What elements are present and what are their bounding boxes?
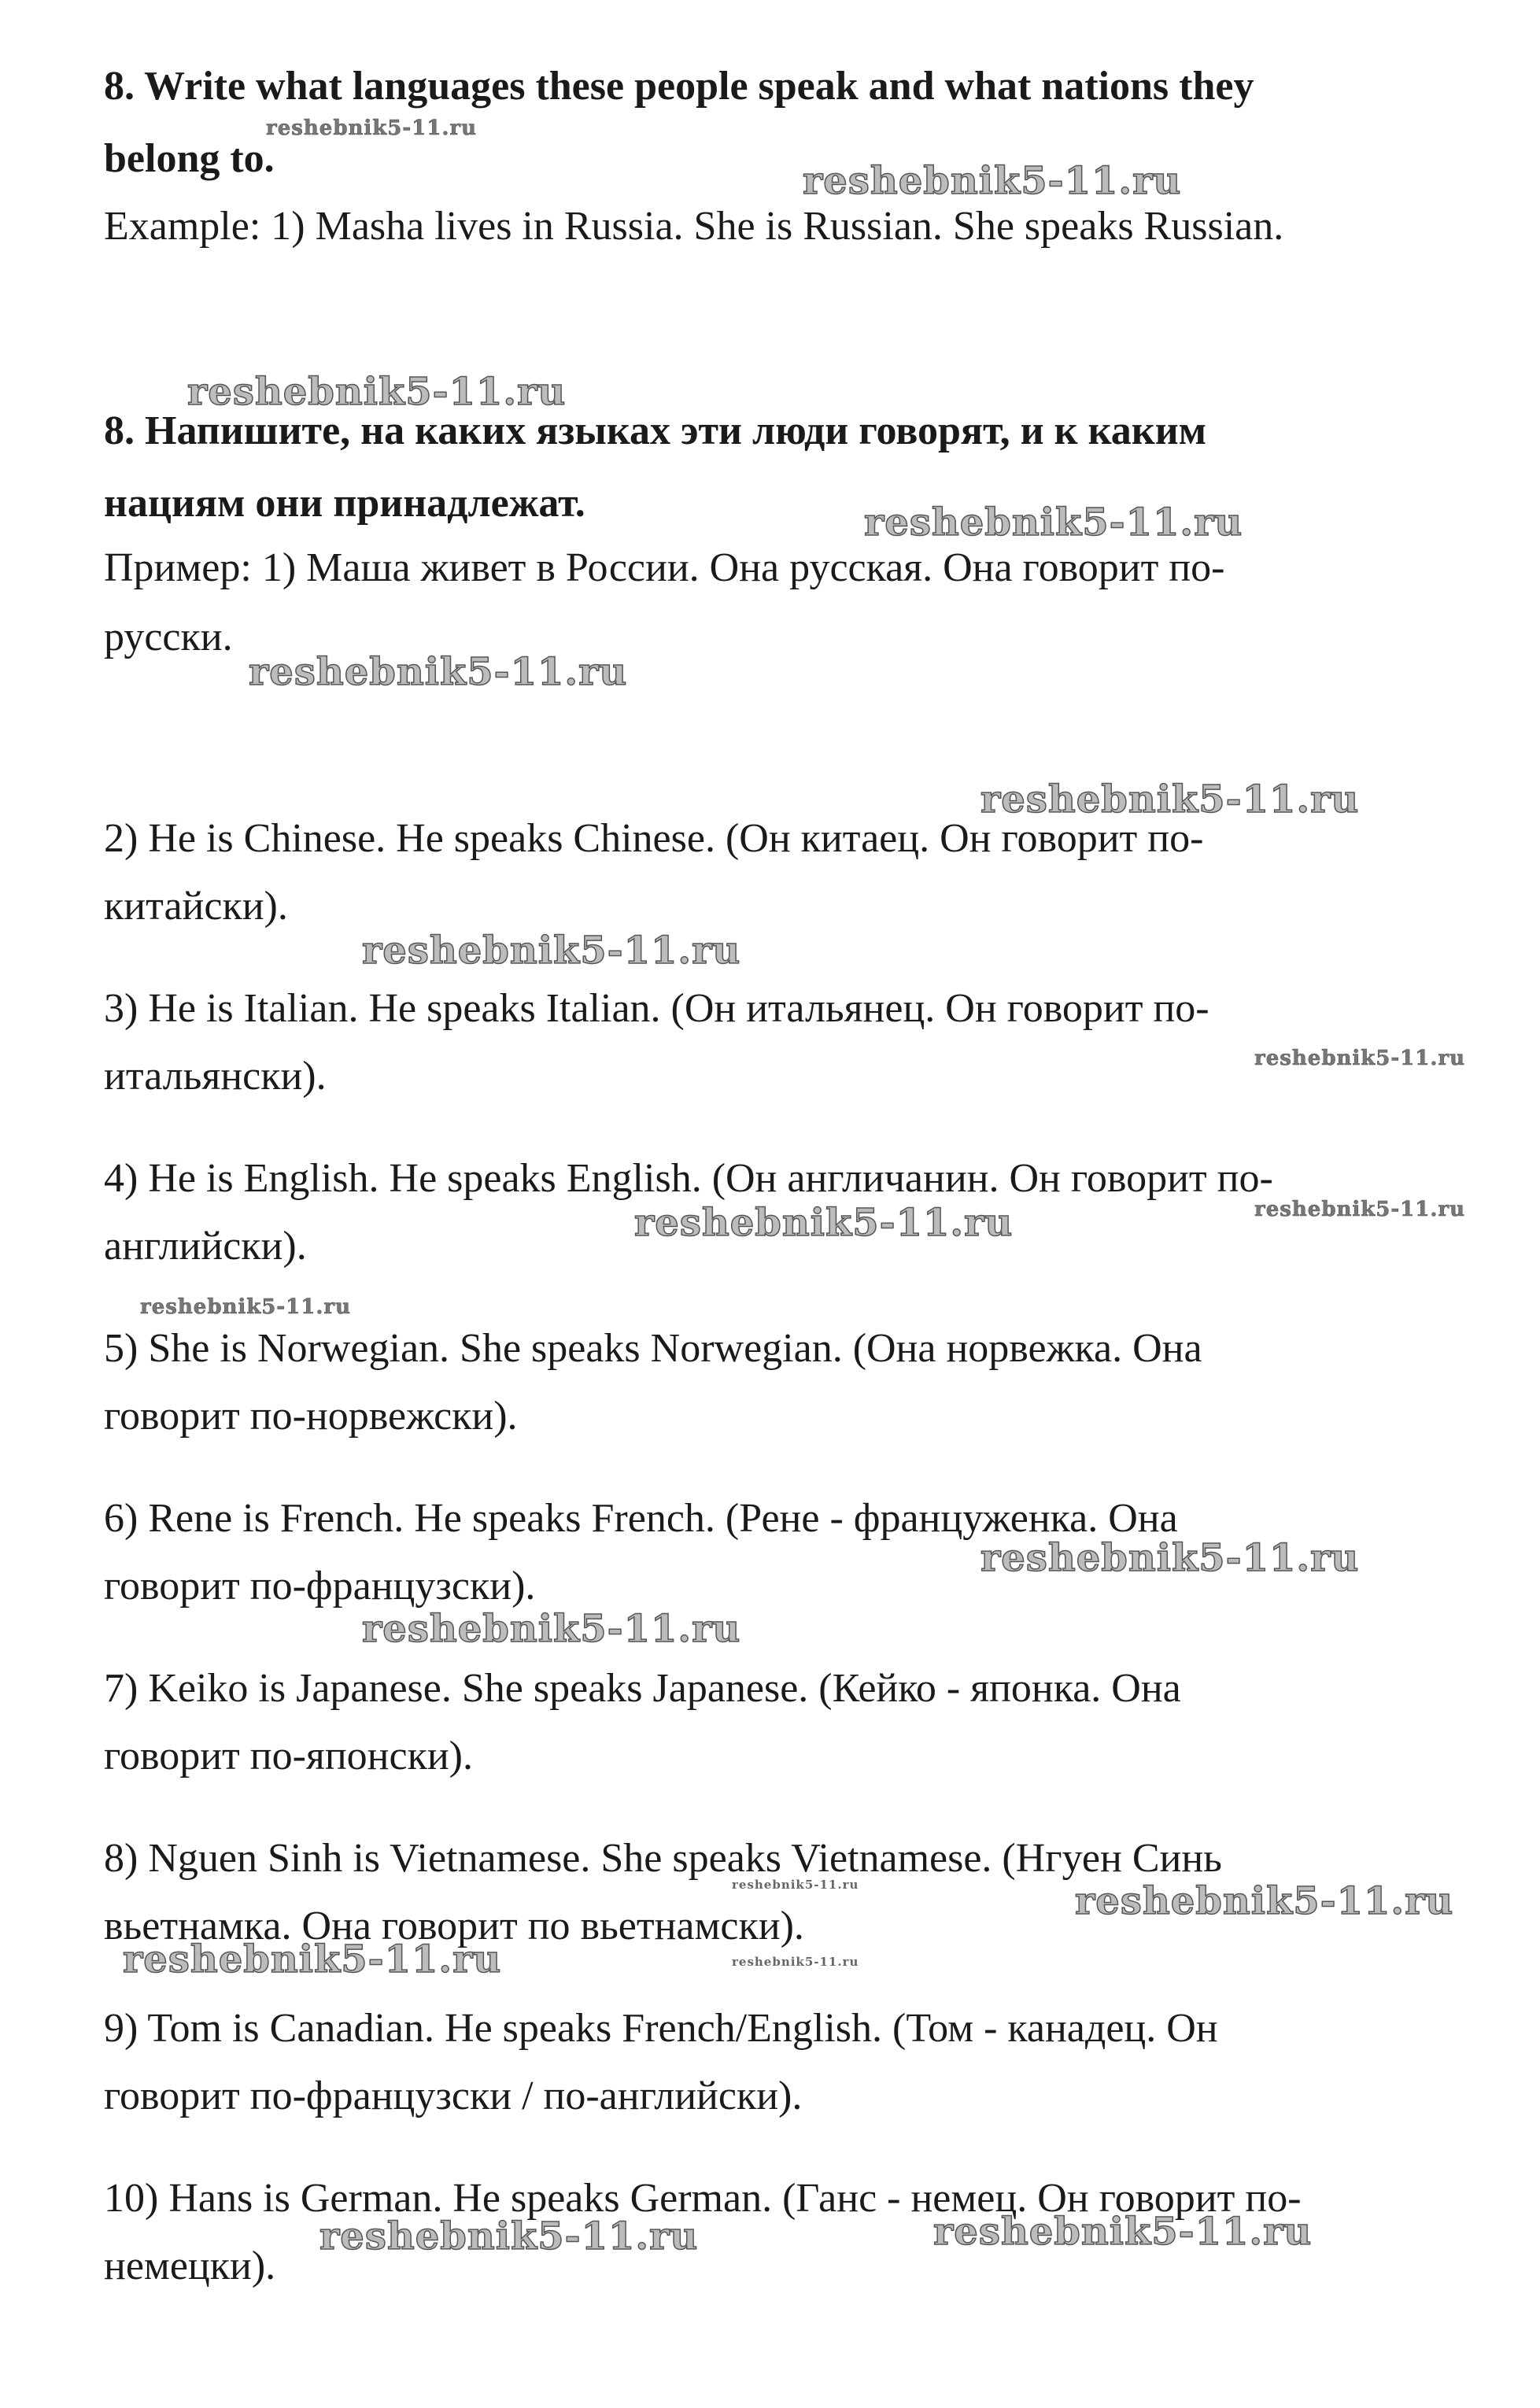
watermark: reshebnik5-11.ru bbox=[266, 116, 478, 140]
answer-9-line1: 9) Tom is Canadian. He speaks French/English. (Том - канадец. Он bbox=[104, 2006, 1218, 2051]
watermark: reshebnik5-11.ru bbox=[362, 929, 741, 973]
watermark: reshebnik5-11.ru bbox=[732, 1878, 859, 1892]
watermark: reshebnik5-11.ru bbox=[732, 1955, 859, 1969]
watermark: reshebnik5-11.ru bbox=[864, 500, 1243, 545]
watermark: reshebnik5-11.ru bbox=[981, 777, 1360, 822]
watermark: reshebnik5-11.ru bbox=[1254, 1047, 1466, 1070]
watermark: reshebnik5-11.ru bbox=[634, 1201, 1014, 1245]
watermark: reshebnik5-11.ru bbox=[933, 2210, 1313, 2254]
answer-4-line2: английски). bbox=[104, 1224, 307, 1269]
answer-6-line1: 6) Rene is French. He speaks French. (Рене - француженка. Она bbox=[104, 1496, 1178, 1541]
answer-4-line1: 4) He is English. He speaks English. (Он англичанин. Он говорит по- bbox=[104, 1156, 1273, 1201]
answer-7-line2: говорит по-японски). bbox=[104, 1734, 473, 1778]
task-heading-ru-line1: 8. Напишите, на каких языках эти люди говорят, и к каким bbox=[104, 408, 1207, 453]
task-heading-en-line2: belong to. bbox=[104, 136, 275, 181]
answer-2-line1: 2) He is Chinese. He speaks Chinese. (Он китаец. Он говорит по- bbox=[104, 816, 1204, 861]
answer-3-line1: 3) He is Italian. He speaks Italian. (Он итальянец. Он говорит по- bbox=[104, 986, 1209, 1031]
task-example-ru-line2: русски. bbox=[104, 615, 233, 659]
answer-7-line1: 7) Keiko is Japanese. She speaks Japanese. (Кейко - японка. Она bbox=[104, 1666, 1181, 1711]
answer-10-line2: немецки). bbox=[104, 2244, 276, 2288]
watermark: reshebnik5-11.ru bbox=[140, 1295, 352, 1319]
watermark: reshebnik5-11.ru bbox=[1075, 1879, 1454, 1923]
watermark: reshebnik5-11.ru bbox=[319, 2214, 699, 2258]
task-heading-en-line1: 8. Write what languages these people speak and what nations they bbox=[104, 64, 1254, 109]
answer-3-line2: итальянски). bbox=[104, 1054, 327, 1099]
answer-2-line2: китайски). bbox=[104, 884, 288, 929]
answer-5-line2: говорит по-норвежски). bbox=[104, 1394, 518, 1439]
watermark: reshebnik5-11.ru bbox=[803, 159, 1182, 203]
watermark: reshebnik5-11.ru bbox=[1254, 1198, 1466, 1221]
watermark: reshebnik5-11.ru bbox=[362, 1607, 741, 1651]
answer-5-line1: 5) She is Norwegian. She speaks Norwegian. (Она норвежка. Она bbox=[104, 1326, 1202, 1371]
watermark: reshebnik5-11.ru bbox=[187, 370, 567, 414]
answer-6-line2: говорит по-французски). bbox=[104, 1564, 536, 1608]
watermark: reshebnik5-11.ru bbox=[981, 1536, 1360, 1580]
task-example-en: Example: 1) Masha lives in Russia. She is Russian. She speaks Russian. bbox=[104, 204, 1284, 249]
answer-10-line1: 10) Hans is German. He speaks German. (Ганс - немец. Он говорит по- bbox=[104, 2176, 1302, 2221]
watermark: reshebnik5-11.ru bbox=[249, 650, 628, 694]
watermark: reshebnik5-11.ru bbox=[123, 1937, 502, 1981]
task-heading-ru-line2: нациям они принадлежат. bbox=[104, 481, 585, 526]
task-example-ru-line1: Пример: 1) Маша живет в России. Она русская. Она говорит по- bbox=[104, 545, 1225, 590]
answer-8-line2: вьетнамка. Она говорит по вьетнамски). bbox=[104, 1904, 804, 1948]
answer-9-line2: говорит по-французски / по-английски). bbox=[104, 2074, 803, 2118]
answer-8-line1: 8) Nguen Sinh is Vietnamese. She speaks Vietnamese. (Нгуен Синь bbox=[104, 1836, 1222, 1881]
